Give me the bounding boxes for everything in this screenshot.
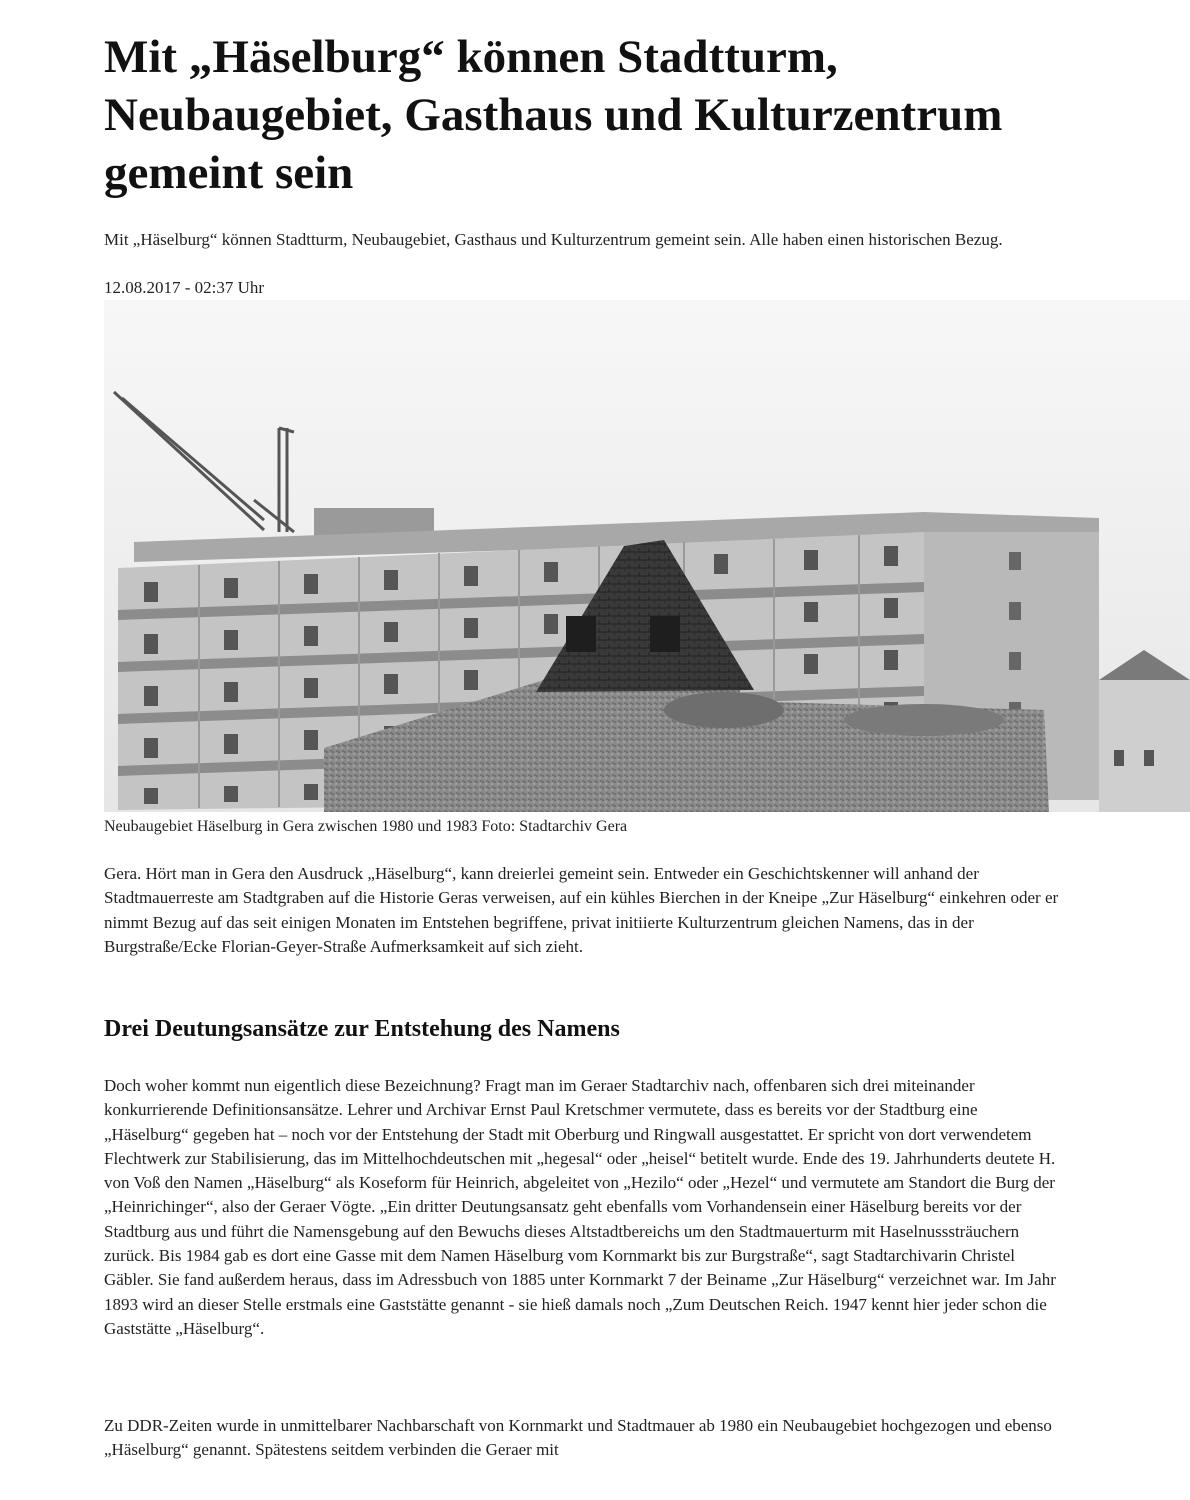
article-subheading: Drei Deutungsansätze zur Entstehung des Namens [104,1016,620,1042]
photo-neubaugebiet-illustration [104,300,1190,812]
article-date: 12.08.2017 - 02:37 Uhr [104,278,265,297]
photo-caption: Neubaugebiet Häselburg in Gera zwischen 1980 und 1983 Foto: Stadtarchiv Gera [104,818,628,835]
article-paragraph-1: Gera. Hört man in Gera den Ausdruck „Häselburg“, kann dreierlei gemeint sein. Entweder ein Geschichtskenner will anhand der Stadtmauerreste am Stadtgraben auf die Historie Geras verweisen, auf ein kühles Bierchen in der Kneipe „Zur Häselburg“ einkehren oder er nimmt Bezug auf das seit einigen Monaten im Entstehen begriffene, privat initiierte Kulturzentrum gleichen Namens, das in der Burgstraße/Ecke Florian-Geyer-Straße Aufmerksamkeit auf sich zieht. [104,864,1059,956]
article-paragraph-2: Doch woher kommt nun eigentlich diese Bezeichnung? Fragt man im Geraer Stadtarchiv nach, offenbaren sich drei miteinander konkurrierende Definitionsansätze. Lehrer und Archivar Ernst Paul Kretschmer vermutete, dass es bereits vor der Stadtburg eine „Häselburg“ gegeben hat – noch vor der Entstehung der Stadt mit Oberburg und Ringwall ausgestattet. Er spricht von dort verwendetem Flechtwerk zur Stabilisierung, das im Mittelhochdeutschen mit „hegesal“ oder „heisel“ betitelt wurde. Ende des 19. Jahrhunderts deutete H. von Voß den Namen „Häselburg“ als Koseform für Heinrich, abgeleitet von „Hezilo“ oder „Hezel“ und vermutete am Standort die Burg der „Heinrichinger“, also der Geraer Vögte. „Ein dritter Deutungsansatz geht ebenfalls vom Vorhandensein einer Häselburg bereits vor der Stadtburg aus und führt die Namensgebung auf den Bewuchs dieses Altstadtbereichs um den Stadtmauerturm mit Haselnusssträuchern zurück. Bis 1984 gab es dort eine Gasse mit dem Namen Häselburg vom Kornmarkt bis zur Burgstraße“, sagt Stadtarchivarin Christel Gäbler. Sie fand außerdem heraus, dass im Adressbuch von 1885 unter Kornmarkt 7 der Beiname „Zur Häselburg“ verzeichnet war. Im Jahr 1893 wird an dieser Stelle erstmals eine Gaststätte genannt - sie hieß damals noch „Zum Deutschen Reich. 1947 kennt hier jeder schon die Gaststätte „Häselburg“. [104,1076,1056,1338]
article-headline: Mit „Häselburg“ können Stadtturm, Neubaugebiet, Gasthaus und Kulturzentrum gemeint sein [104,31,1003,199]
article-teaser: Mit „Häselburg“ können Stadtturm, Neubaugebiet, Gasthaus und Kulturzentrum gemeint sein. Alle haben einen historischen Bezug. [104,230,1003,249]
article-photo [104,300,1190,812]
article-paragraph-3: Zu DDR-Zeiten wurde in unmittelbarer Nachbarschaft von Kornmarkt und Stadtmauer ab 1980 ein Neubaugebiet hochgezogen und ebenso „Häselburg“ genannt. Spätestens seitdem verbinden die Geraer mit [104,1416,1052,1460]
